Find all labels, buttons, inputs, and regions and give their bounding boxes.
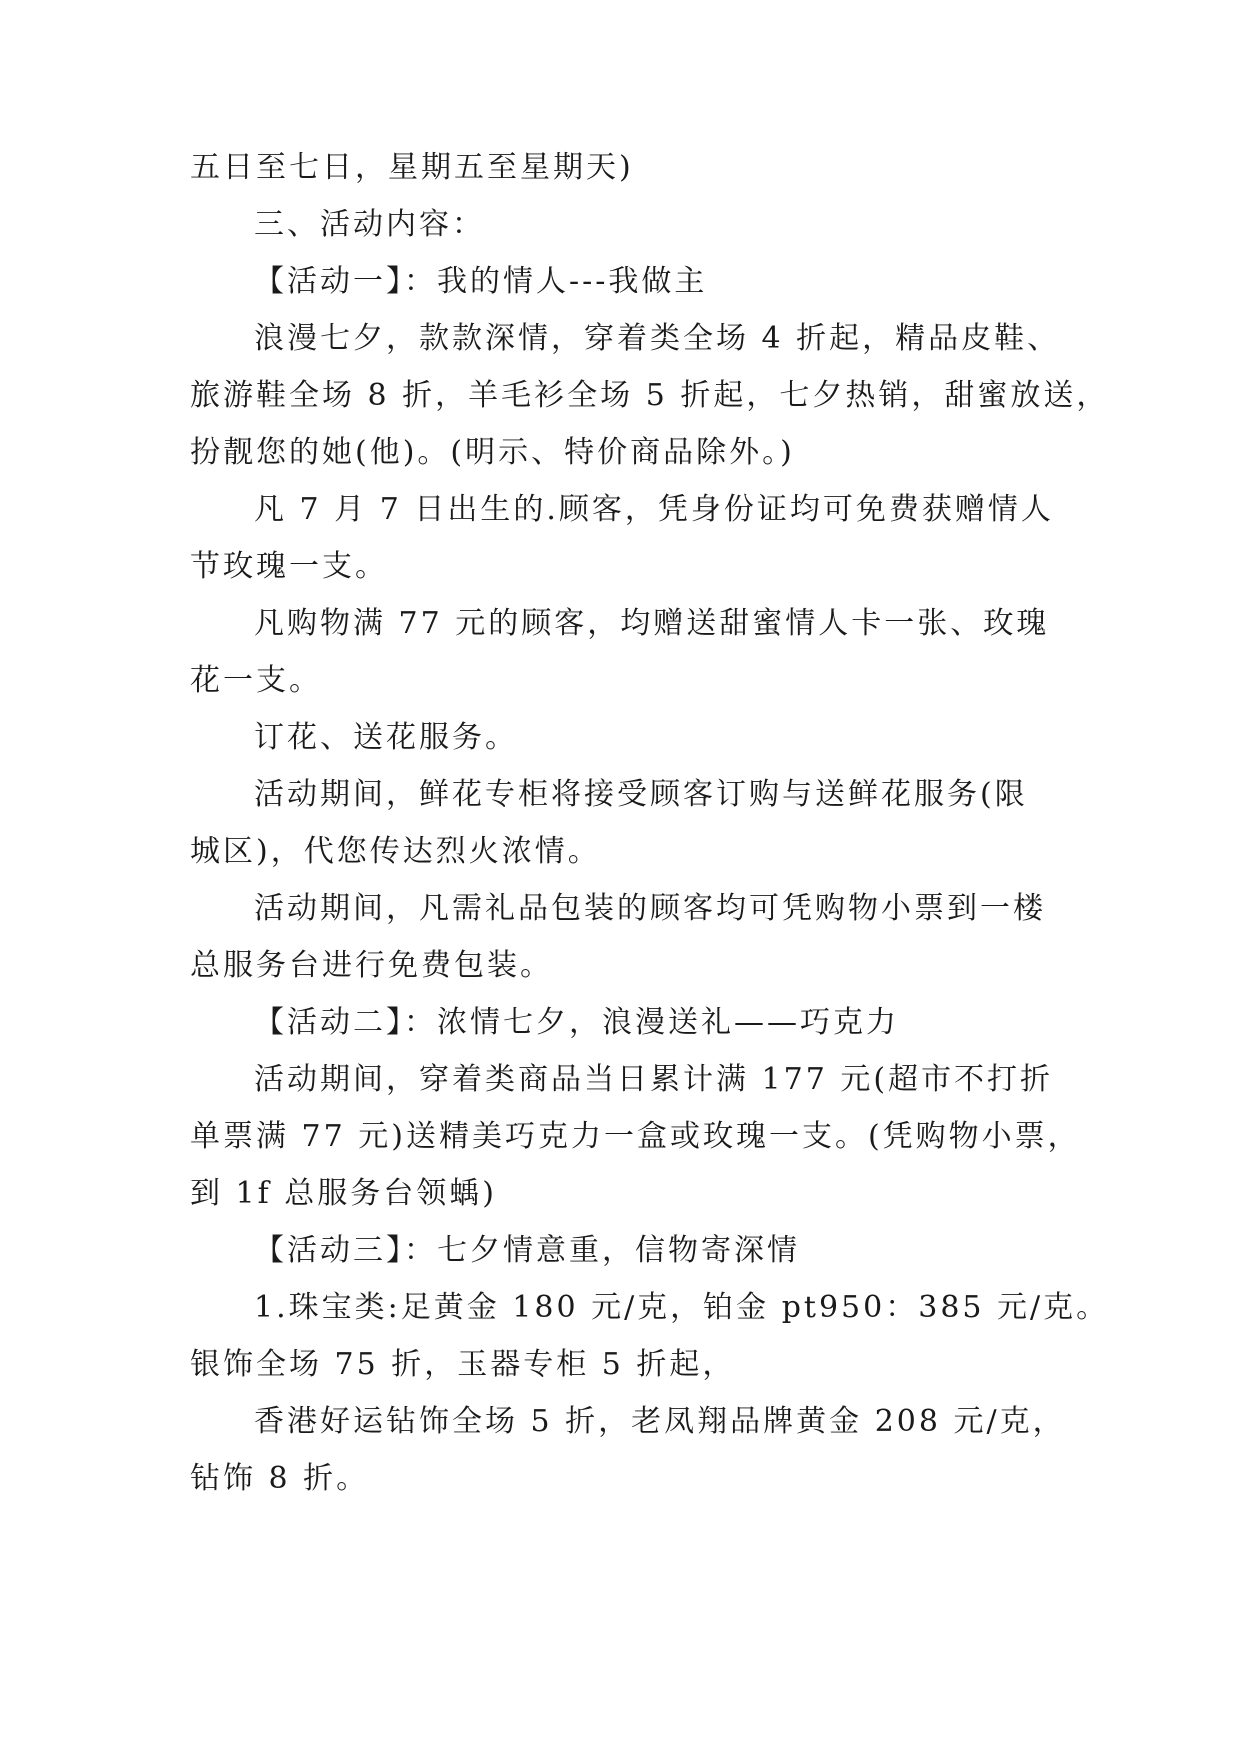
text-line: 活动期间，穿着类商品当日累计满 177 元(超市不打折: [254, 1062, 1054, 1097]
text-line: 单票满 77 元)送精美巧克力一盒或玫瑰一支。(凭购物小票，: [190, 1119, 1081, 1154]
text-line: 浪漫七夕，款款深情，穿着类全场 4 折起，精品皮鞋、: [254, 321, 1061, 356]
text-line: 扮靓您的她(他)。(明示、特价商品除外。): [190, 435, 795, 470]
activity-heading-2: 【活动二】：浓情七夕，浪漫送礼——巧克力: [254, 1005, 899, 1040]
text-line: 活动期间，凡需礼品包装的顾客均可凭购物小票到一楼: [254, 891, 1046, 926]
text-line: 总服务台进行免费包装。: [190, 948, 553, 983]
activity-heading-3: 【活动三】：七夕情意重，信物寄深情: [254, 1233, 800, 1268]
text-line: 订花、送花服务。: [254, 720, 518, 755]
text-line: 凡 7 月 7 日出生的.顾客，凭身份证均可免费获赠情人: [254, 492, 1054, 527]
text-line: 银饰全场 75 折，玉器专柜 5 折起，: [190, 1347, 736, 1382]
text-line: 花一支。: [190, 663, 322, 698]
text-line: 钻饰 8 折。: [190, 1461, 370, 1496]
text-line: 城区)，代您传达烈火浓情。: [190, 834, 601, 869]
text-line: 五日至七日，星期五至星期天): [190, 150, 634, 185]
text-line: 到 1f 总服务台领蝺): [190, 1176, 497, 1211]
activity-heading-1: 【活动一】：我的情人---我做主: [254, 264, 708, 299]
text-line: 节玫瑰一支。: [190, 549, 388, 584]
text-line: 凡购物满 77 元的顾客，均赠送甜蜜情人卡一张、玫瑰: [254, 606, 1050, 641]
section-heading: 三、活动内容：: [254, 207, 485, 242]
text-line: 香港好运钻饰全场 5 折，老凤翔品牌黄金 208 元/克，: [254, 1404, 1066, 1439]
text-line: 1.珠宝类:足黄金 180 元/克，铂金 pt950：385 元/克。: [254, 1290, 1110, 1325]
text-line: 活动期间，鲜花专柜将接受顾客订购与送鲜花服务(限: [254, 777, 1028, 812]
text-line: 旅游鞋全场 8 折，羊毛衫全场 5 折起，七夕热销，甜蜜放送，: [190, 378, 1110, 413]
